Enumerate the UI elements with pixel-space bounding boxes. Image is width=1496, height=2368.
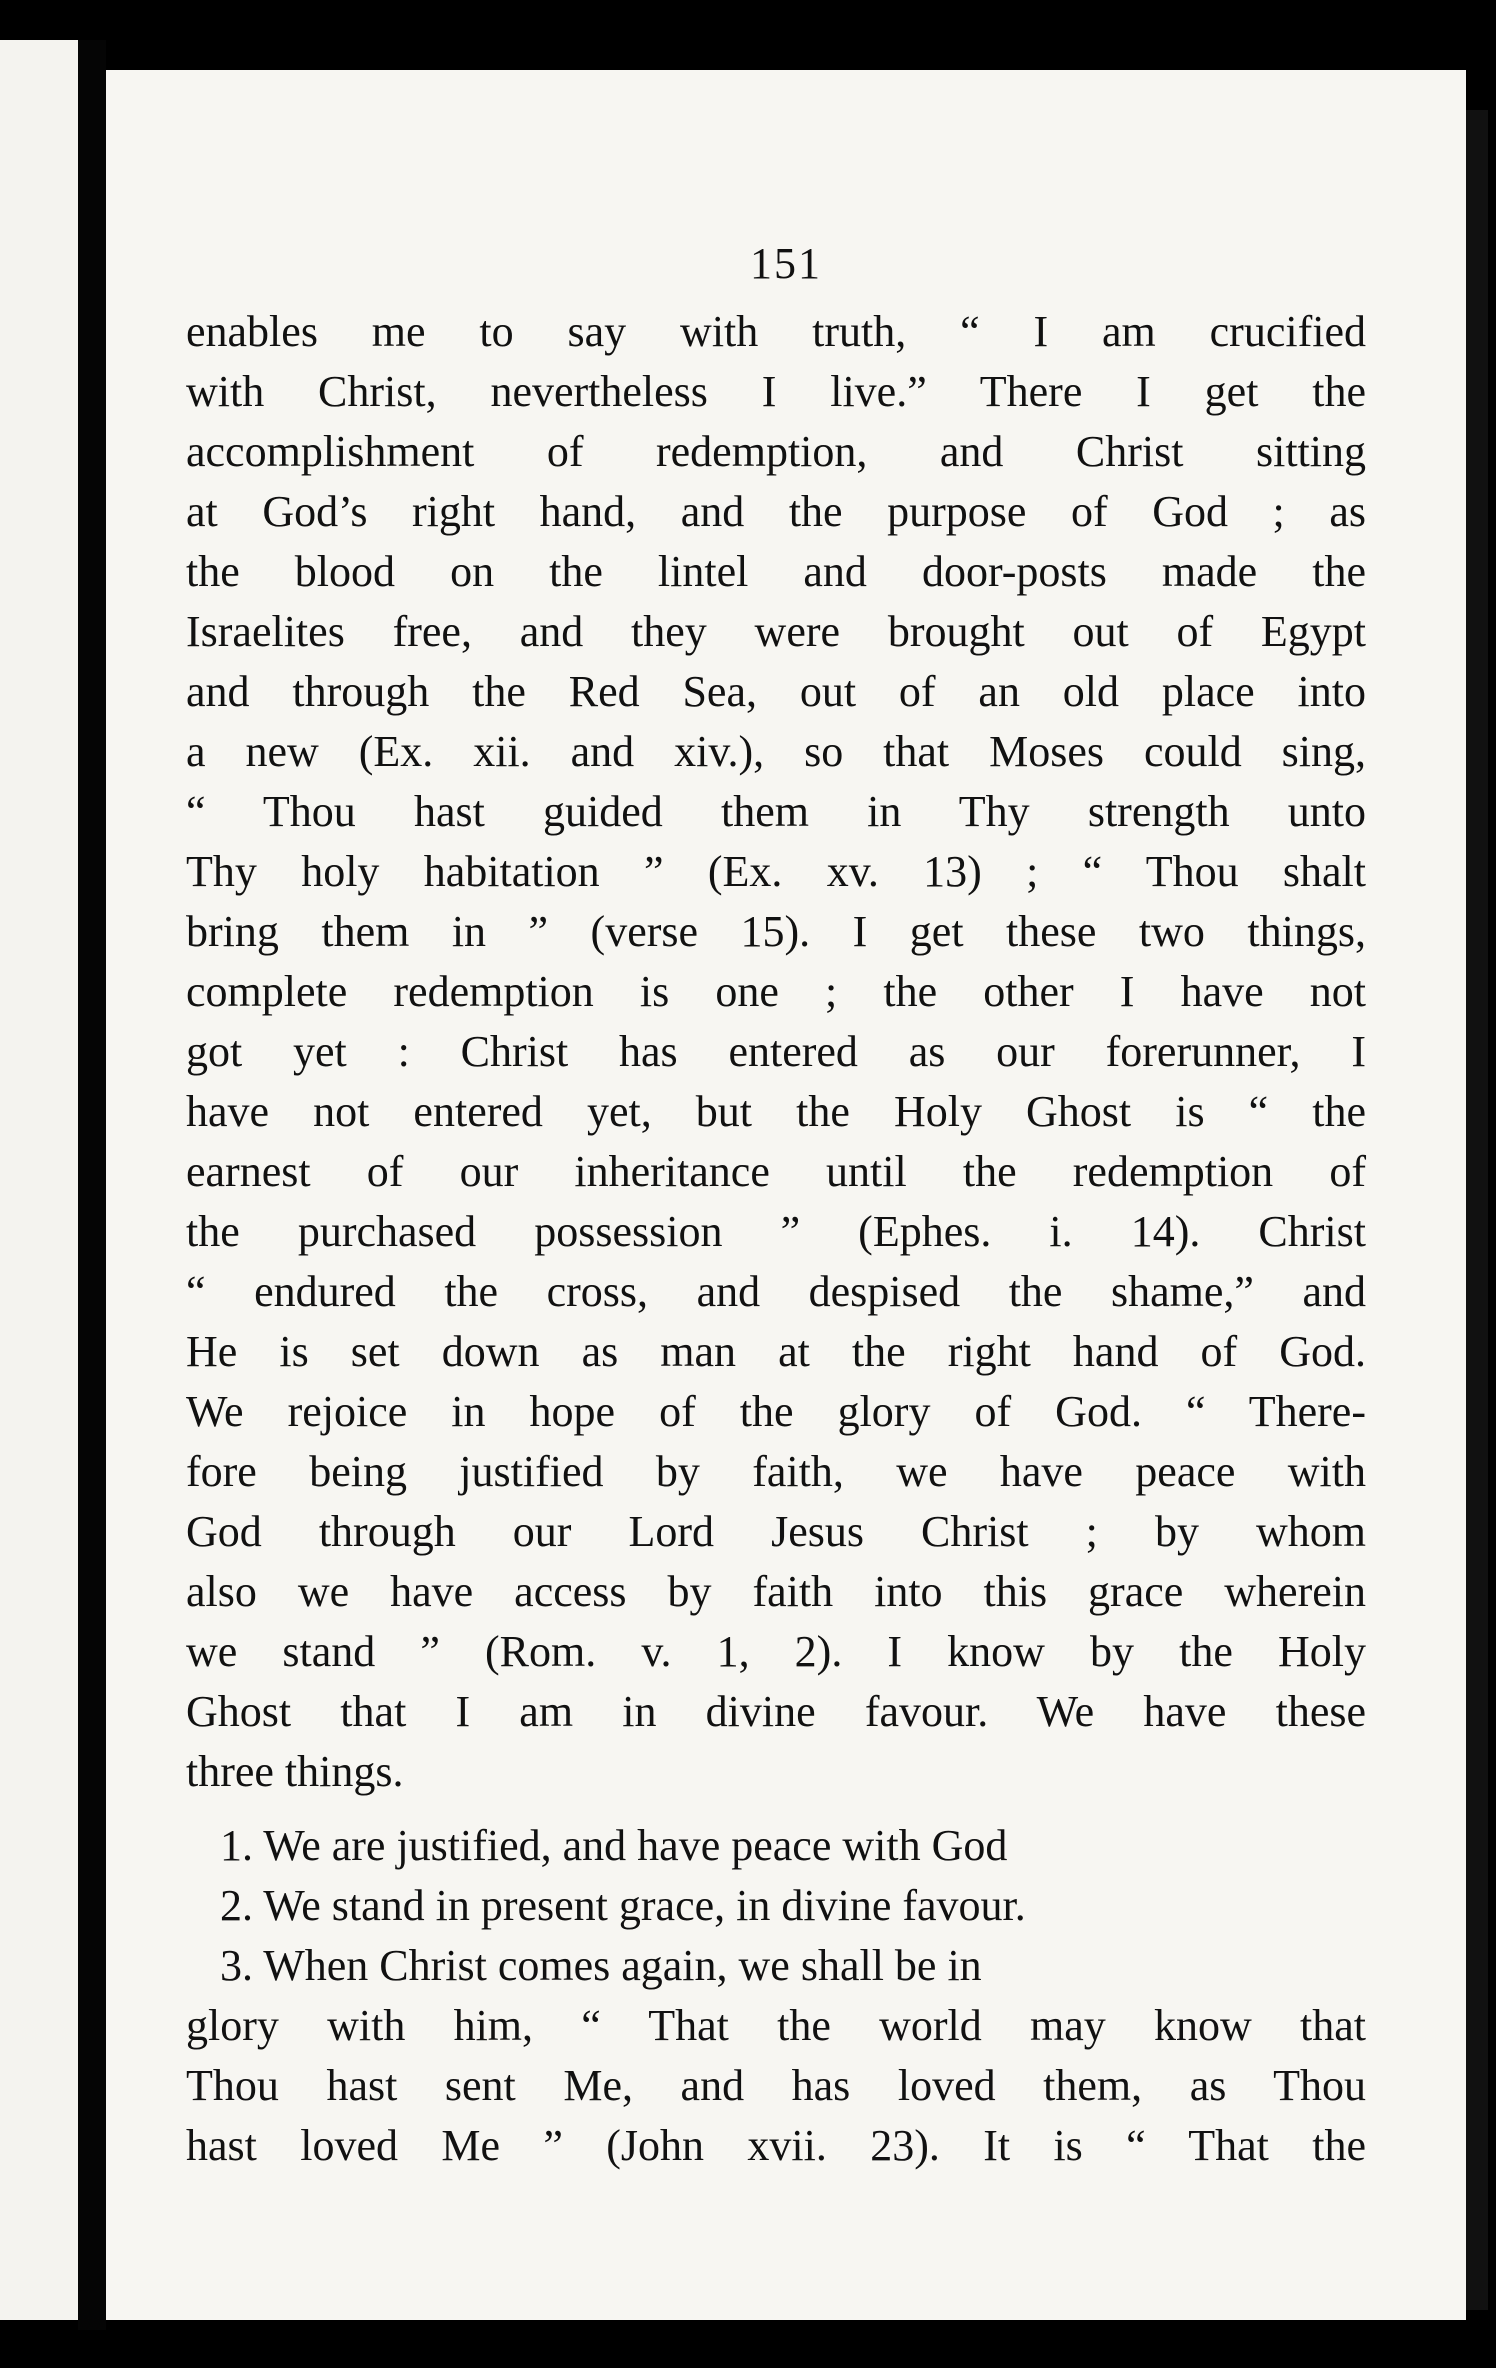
- text-line: We rejoice in hope of the glory of God. “ There-: [186, 1387, 1366, 1436]
- text-line: “ Thou hast guided them in Thy strength unto: [186, 787, 1366, 836]
- text-line: God through our Lord Jesus Christ ; by whom: [186, 1507, 1366, 1556]
- text-line: Ghost that I am in divine favour. We have these: [186, 1687, 1366, 1736]
- book-page: [106, 70, 1466, 2320]
- text-line: hast loved Me ” (John xvii. 23). It is “ That the: [186, 2121, 1366, 2170]
- text-line: Israelites free, and they were brought out of Egypt: [186, 607, 1366, 656]
- text-line: fore being justified by faith, we have peace with: [186, 1447, 1366, 1496]
- text-line: the blood on the lintel and door-posts made the: [186, 547, 1366, 596]
- page-number: 151: [750, 239, 822, 288]
- paragraph-gap: [186, 1802, 1366, 1816]
- text-line: the purchased possession ” (Ephes. i. 14). Christ: [186, 1207, 1366, 1256]
- text-line: Thy holy habitation ” (Ex. xv. 13) ; “ Thou shalt: [186, 847, 1366, 896]
- text-line: got yet : Christ has entered as our forerunner, I: [186, 1027, 1366, 1076]
- text-line: He is set down as man at the right hand of God.: [186, 1327, 1366, 1376]
- list-item: 2. We stand in present grace, in divine favour.: [220, 1881, 1026, 1930]
- facing-page-edge: [0, 40, 78, 2320]
- text-line: bring them in ” (verse 15). I get these two things,: [186, 907, 1366, 956]
- text-line: “ endured the cross, and despised the shame,” and: [186, 1267, 1366, 1316]
- text-line: glory with him, “ That the world may know that: [186, 2001, 1366, 2050]
- page-stack-edge: [1466, 110, 1488, 2310]
- text-line: with Christ, nevertheless I live.” There I get the: [186, 367, 1366, 416]
- list-item: 1. We are justified, and have peace with God: [220, 1821, 1008, 1870]
- text-line: at God’s right hand, and the purpose of God ; as: [186, 487, 1366, 536]
- text-line: Thou hast sent Me, and has loved them, as Thou: [186, 2061, 1366, 2110]
- text-line: enables me to say with truth, “ I am crucified: [186, 307, 1366, 356]
- text-line: and through the Red Sea, out of an old place into: [186, 667, 1366, 716]
- text-line: earnest of our inheritance until the redemption of: [186, 1147, 1366, 1196]
- text-line: three things.: [186, 1747, 404, 1796]
- text-line: have not entered yet, but the Holy Ghost is “ the: [186, 1087, 1366, 1136]
- body-text: [186, 302, 1366, 2176]
- text-line: a new (Ex. xii. and xiv.), so that Moses could sing,: [186, 727, 1366, 776]
- text-line: we stand ” (Rom. v. 1, 2). I know by the Holy: [186, 1627, 1366, 1676]
- text-line: also we have access by faith into this grace wherein: [186, 1567, 1366, 1616]
- text-line: complete redemption is one ; the other I have not: [186, 967, 1366, 1016]
- text-line: accomplishment of redemption, and Christ sitting: [186, 427, 1366, 476]
- book-gutter: [78, 40, 106, 2330]
- list-item: 3. When Christ comes again, we shall be in: [220, 1941, 982, 1990]
